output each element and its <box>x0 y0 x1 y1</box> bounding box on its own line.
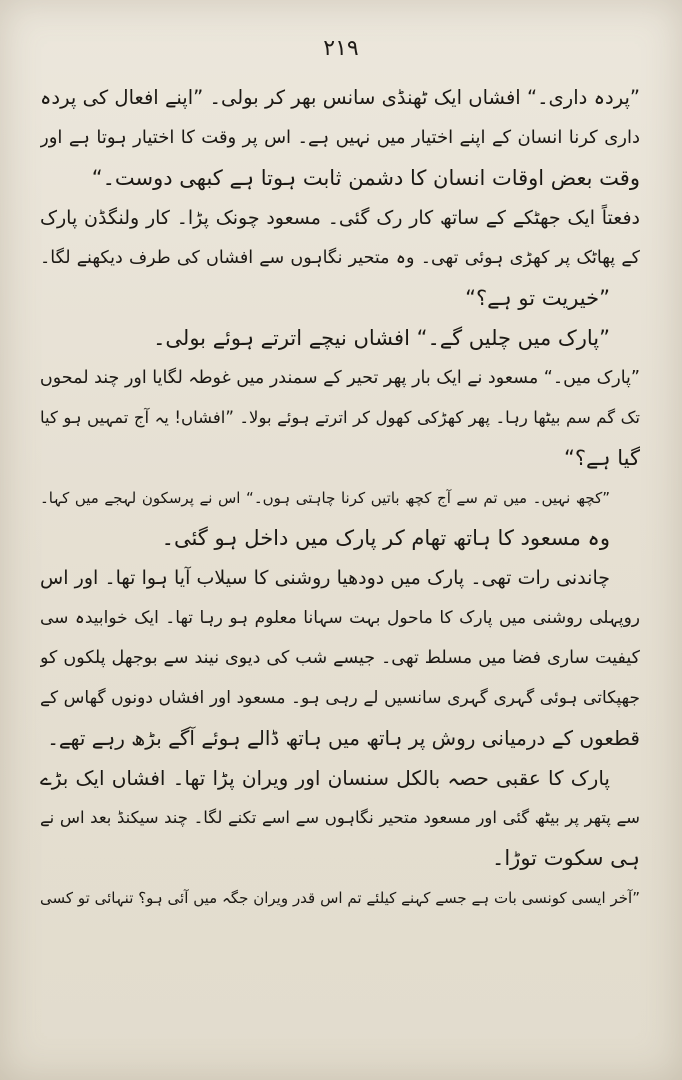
text-line: داری کرنا انسان کے اپنے اختیار میں نہیں ہے۔ اس پر وقت کا اختیار ہوتا ہے اور <box>40 127 640 148</box>
text-line: ”پردہ داری۔“ افشاں ایک ٹھنڈی سانس بھر کر بولی۔ ”اپنے افعال کی پردہ <box>40 86 640 109</box>
text-line: سے پتھر پر بیٹھ گئی اور مسعود متحیر نگاہوں سے اسے تکنے لگا۔ چند سیکنڈ بعد اس نے <box>40 808 640 827</box>
text-line: ہی سکوت توڑا۔ <box>492 846 640 870</box>
text-line: ”کچھ نہیں۔ میں تم سے آج کچھ باتیں کرنا چاہتی ہوں۔“ اس نے پرسکون لہجے میں کہا۔ <box>40 489 610 507</box>
text-line: چاندنی رات تھی۔ پارک میں دودھیا روشنی کا سیلاب آیا ہوا تھا۔ اور اس <box>40 567 610 589</box>
text-line: ”پارک میں۔“ مسعود نے ایک بار پھر تحیر کے سمندر میں غوطہ لگایا اور چند لمحوں <box>40 368 640 388</box>
text-line: تک گم سم بیٹھا رہا۔ پھر کھڑکی کھول کر اترتے ہوئے بولا۔ ”افشاں! یہ آج تمہیں ہو کیا <box>40 408 640 427</box>
page-text-body <box>40 78 640 918</box>
text-line: کیفیت ساری فضا میں مسلط تھی۔ جیسے شب کی دیوی نیند سے بوجھل پلکوں کو <box>40 648 640 668</box>
text-line: دفعتاً ایک جھٹکے کے ساتھ کار رک گئی۔ مسعود چونک پڑا۔ کار ولنگڈن پارک <box>40 207 640 229</box>
text-line: جھپکاتی ہوئی گہری گہری سانسیں لے رہی ہو۔ مسعود اور افشاں دونوں گھاس کے <box>40 688 640 708</box>
text-line: پارک کا عقبی حصہ بالکل سنسان اور ویران پڑا تھا۔ افشاں ایک بڑے <box>40 766 610 790</box>
text-line: وقت بعض اوقات انسان کا دشمن ثابت ہوتا ہے کبھی دوست۔“ <box>91 166 640 190</box>
text-line: ”پارک میں چلیں گے۔“ افشاں نیچے اترتے ہوئے بولی۔ <box>153 326 610 350</box>
text-line: گیا ہے؟“ <box>563 446 640 470</box>
page-number: ۲۱۹ <box>323 36 359 61</box>
text-line: وہ مسعود کا ہاتھ تھام کر پارک میں داخل ہو گئی۔ <box>161 526 610 550</box>
text-line: قطعوں کے درمیانی روش پر ہاتھ میں ہاتھ ڈالے ہوئے آگے بڑھ رہے تھے۔ <box>47 726 640 750</box>
text-line: ”خیریت تو ہے؟“ <box>465 286 610 310</box>
text-line: کے پھاٹک پر کھڑی ہوئی تھی۔ وہ متحیر نگاہوں سے افشاں کی طرف دیکھنے لگا۔ <box>40 248 640 268</box>
text-line: ”آخر ایسی کونسی بات ہے جسے کہنے کیلئے تم اس قدر ویران جگہ میں آئی ہو؟ تنہائی تو کسی <box>40 889 640 907</box>
text-line: روپہلی روشنی میں پارک کا ماحول بہت سہانا معلوم ہو رہا تھا۔ ایک خوابیدہ سی <box>40 608 640 628</box>
